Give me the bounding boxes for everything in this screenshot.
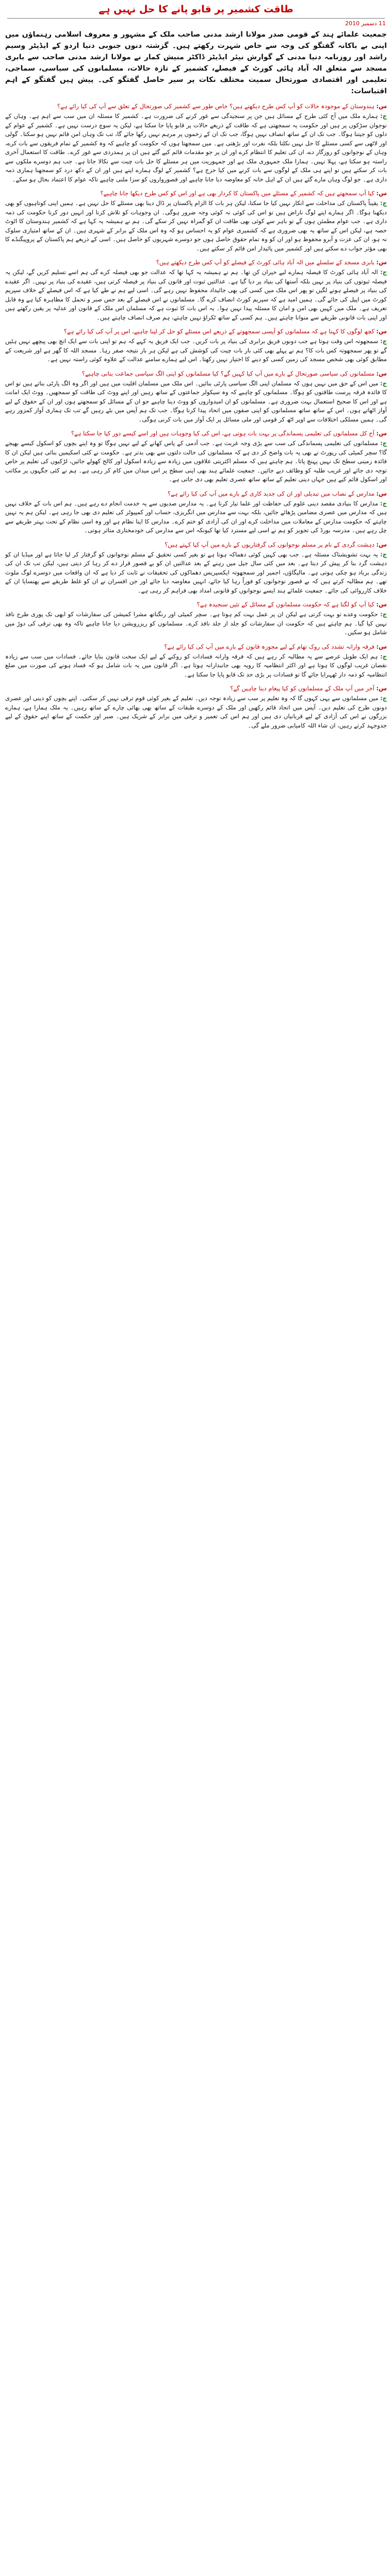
answer-text: میں مسلمانوں سے یہی کہوں گا کہ وہ تعلیم پر سب سے زیادہ توجہ دیں۔ تعلیم کے بغیر کوئی قوم ترقی نہیں کر سکتی۔ اپنے بچوں کو دینی اور عصری دونوں طرح کی تعلیم دیں۔ آپس میں اتحاد قائم رکھیں اور ملک کے دوسرے طبقات کے ساتھ بھی بھائی چارے کے ساتھ رہیں۔ یہ ملک ہمارا ہے، ہمارے بزرگوں نے اس کی آزادی کے لیے قربانیاں دی ہیں اور ہم اس کی تعمیر و ترقی میں برابر کے شریک ہیں۔ صبر اور حکمت کے ساتھ اپنے حقوق کے لیے جدوجہد کرتے رہیں، ان شاء اللہ کامیابی ضرور ملے گی۔ [5, 694, 387, 729]
question-text: کچھ لوگوں کا کہنا ہے کہ مسلمانوں کو آپسی سمجھوتے کے ذریعے اس مسئلے کو حل کر لینا چاہیے، اس پر آپ کی کیا رائے ہے؟ [63, 328, 374, 335]
interview-answer [5, 337, 387, 364]
answer-text: میں اس کے حق میں نہیں ہوں کہ مسلمان اپنی الگ سیاسی پارٹی بنائیں۔ اس ملک میں مسلمان اقلیت میں ہیں اور اگر وہ الگ پارٹی بناتے ہیں تو اس کا فائدہ فرقہ پرست طاقتوں کو ہوگا۔ مسلمانوں کو چاہیے کہ وہ سیکولر جماعتوں کے ساتھ رہیں اور اپنے ووٹ کی طاقت کو سمجھیں۔ ووٹ ایک امانت ہے اور اس کا صحیح استعمال بہت ضروری ہے۔ مسلمانوں کو ان امیدواروں کو ووٹ دینا چاہیے جو ان کے مسائل کو سمجھتے ہوں اور ان کے حقوق کے لیے آواز اٹھاتے ہوں۔ اس کے ساتھ ساتھ مسلمانوں کو اپنی صفوں میں اتحاد پیدا کرنا ہوگا۔ جب تک ہم آپس میں بٹے رہیں گے تب تک ہماری آواز کمزور رہے گی۔ ہمیں مسلکی اختلافات سے اوپر اٹھ کر قومی اور ملی مسائل پر ایک آواز میں بات کرنی ہوگی۔ [5, 379, 387, 423]
answer-marker: ج: [380, 112, 387, 120]
interview-qa-item [5, 540, 387, 596]
interview-question [5, 642, 387, 651]
answer-marker: ج: [380, 199, 387, 207]
interview-answer [5, 499, 387, 535]
question-marker: س: [376, 430, 387, 437]
interview-question [5, 684, 387, 693]
question-marker: س: [376, 540, 387, 548]
interview-question [5, 540, 387, 549]
answer-text: الہ آباد ہائی کورٹ کا فیصلہ ہمارے لیے حیران کن تھا۔ ہم نے ہمیشہ یہ کہا تھا کہ عدالت جو بھی فیصلہ کرے گی ہم اسے تسلیم کریں گے، لیکن یہ فیصلہ ثبوتوں کی بنیاد پر نہیں بلکہ آستھا کی بنیاد پر دیا گیا ہے۔ عدالتیں ثبوت اور قانون کی بنیاد پر فیصلہ کرتی ہیں، عقیدے کی بنیاد پر نہیں۔ اگر عقیدے کی بنیاد پر فیصلے ہونے لگیں تو پھر اس ملک میں کسی کی بھی جائیداد محفوظ نہیں رہے گی۔ اسی لیے ہم نے طے کیا ہے کہ اس فیصلے کے خلاف سپریم کورٹ میں اپیل کی جائے گی۔ ہمیں امید ہے کہ سپریم کورٹ انصاف کرے گا۔ مسلمانوں نے اس فیصلے کے بعد جس صبر و تحمل کا مظاہرہ کیا ہے وہ قابل تعریف ہے۔ ملک میں کہیں بھی امن و امان کا مسئلہ پیدا نہیں ہوا۔ یہ اس بات کا ثبوت ہے کہ مسلمان اس ملک کے قانون اور عدلیہ پر یقین رکھتے ہیں اور اپنی بات قانونی طریقے سے منوانا چاہتے ہیں۔ ہم کسی کے ساتھ ٹکراؤ نہیں چاہتے، ہم صرف انصاف چاہتے ہیں۔ [5, 268, 387, 321]
answer-marker: ج: [380, 652, 387, 660]
question-text: دہشت گردی کے نام پر مسلم نوجوانوں کی گرفتاریوں کے بارے میں آپ کیا کہتے ہیں؟ [165, 540, 374, 548]
article-date: 11 دسمبر 2010 [345, 20, 386, 27]
answer-text: مسلمانوں کی تعلیمی پسماندگی کی سب سے بڑی وجہ غربت ہے۔ جب آدمی کے پاس کھانے کے لیے نہیں ہوگا تو وہ اپنے بچوں کو اسکول کیسے بھیجے گا؟ سچر کمیٹی کی رپورٹ نے بھی یہ بات واضح کر دی ہے کہ مسلمانوں کی حالت دلتوں سے بھی بدتر ہے۔ حکومت نے کئی اسکیمیں بنائی ہیں لیکن ان کا فائدہ زمینی سطح تک نہیں پہنچ پاتا۔ ہم چاہتے ہیں کہ مسلم اکثریتی علاقوں میں زیادہ سے زیادہ اسکول اور کالج کھولے جائیں، لڑکیوں کی تعلیم پر خاص توجہ دی جائے اور غریب طلبہ کو وظائف دیے جائیں۔ جمعیت علمائے ہند بھی اپنی سطح پر اس میدان میں کام کر رہی ہے۔ ہم نے کئی جگہوں پر مکاتب اور اسکول قائم کیے ہیں جہاں دینی تعلیم کے ساتھ ساتھ عصری تعلیم بھی دی جاتی ہے۔ [5, 439, 387, 483]
interview-qa-item [5, 258, 387, 322]
question-text: فرقہ وارانہ تشدد کی روک تھام کے لیے مجوزہ قانون کے بارے میں آپ کی کیا رائے ہے؟ [164, 642, 374, 650]
interview-question [5, 600, 387, 609]
question-marker: س: [376, 489, 387, 497]
interview-question [5, 489, 387, 498]
answer-marker: ج: [380, 379, 387, 387]
answer-text: حکومت وعدے تو بہت کرتی ہے لیکن ان پر عمل بہت کم ہوتا ہے۔ سچر کمیٹی اور رنگناتھ مشرا کمیشن کی سفارشات کو ابھی تک پوری طرح نافذ نہیں کیا گیا۔ ہم چاہتے ہیں کہ حکومت ان سفارشات کو جلد از جلد نافذ کرے۔ مسلمانوں کو ریزرویشن دیا جانا چاہیے تاکہ وہ بھی ترقی کی دوڑ میں شامل ہو سکیں۔ [5, 611, 387, 636]
interview-question [5, 327, 387, 336]
answer-marker: ج: [380, 499, 387, 507]
question-marker: س: [376, 369, 387, 377]
question-text: کیا آپ سمجھتے ہیں کہ کشمیر کے مسئلے میں پاکستان کا کردار بھی ہے اور اس کو کس طرح دیکھا جانا چاہیے؟ [100, 190, 374, 197]
answer-text: سمجھوتہ اس وقت ہوتا ہے جب دونوں فریق برابری کی بنیاد پر بات کریں۔ جب ایک فریق یہ کہے کہ ہم تو اپنی بات سے ایک انچ بھی پیچھے نہیں ہٹیں گے تو پھر سمجھوتہ کس بات کا؟ ہم نے پہلے بھی کئی بار بات چیت کی کوشش کی ہے لیکن ہر بار نتیجہ صفر رہا۔ مسجد اللہ کا گھر ہے اور شریعت کے مطابق کوئی بھی شخص مسجد کی زمین کسی کو دینے کا اختیار نہیں رکھتا۔ اس لیے ہمارے سامنے عدالت کے علاوہ کوئی راستہ نہیں ہے۔ [5, 337, 387, 363]
article-intro: جمعیت علمائے ہند کے قومی صدر مولانا ارشد مدنی صاحب ملک کے مشہور و معروف اسلامی رہنماؤں میں اپنی بے باکانہ گفتگو کی وجہ سے خاص شہرت رکھتے ہیں۔ گزشتہ دنوں جنوبی دنیا اردو کے ایڈیٹر وسیم راشد اور روزنامہ دنیا مدنی کے گوارش نیئر ایڈیٹر ڈاکٹر منیش کمار نے مولانا ارشد مدنی صاحب سے بابری مسجد سے متعلق الہ آباد ہائی کورٹ کے فیصلے، کشمیر کے تازہ حالات، مسلمانوں کی سیاسی، سماجی، تعلیمی اور اقتصادی صورتحال سمیت مختلف نکات پر سیر حاصل گفتگو کی۔ پیش ہیں گفتگو کے اہم اقتباسات: [5, 30, 387, 95]
interview-qa-item [5, 429, 387, 484]
question-text: مسلمانوں کی سیاسی صورتحال کے بارے میں آپ کیا کہیں گے؟ کیا مسلمانوں کو اپنی الگ سیاسی جماعت بنانی چاہیے؟ [81, 369, 374, 377]
question-marker: س: [376, 685, 387, 692]
interview-question [5, 102, 387, 111]
interview-qa-item [5, 102, 387, 184]
interview-question [5, 429, 387, 438]
interview-question [5, 258, 387, 267]
answer-marker: ج: [380, 694, 387, 702]
answer-text: ہم ایک طویل عرصے سے یہ مطالبہ کر رہے ہیں کہ فرقہ وارانہ فسادات کو روکنے کے لیے ایک سخت قانون بنایا جائے۔ فسادات میں سب سے زیادہ نقصان غریب لوگوں کا ہوتا ہے اور اکثر انتظامیہ کا رویہ بھی جانبدارانہ ہوتا ہے۔ اگر قانون میں یہ بات شامل ہو کہ فساد ہونے کی صورت میں ضلع انتظامیہ کو ذمہ دار ٹھہرایا جائے گا تو فسادات پر بڑی حد تک قابو پایا جا سکتا ہے۔ [5, 652, 387, 678]
answer-marker: ج: [380, 439, 387, 447]
answer-marker: ج: [380, 268, 387, 276]
interview-question [5, 189, 387, 198]
interview-answer [5, 439, 387, 484]
interview-answer [5, 610, 387, 637]
title-divider [7, 18, 385, 19]
interview-answer [5, 652, 387, 680]
question-text: آخر میں آپ ملک کے مسلمانوں کو کیا پیغام دینا چاہیں گے؟ [230, 685, 374, 692]
answer-marker: ج: [380, 550, 387, 558]
interview-answer [5, 379, 387, 425]
interview-answer [5, 112, 387, 184]
interview-question [5, 369, 387, 378]
interview-qa-item [5, 327, 387, 364]
question-marker: س: [376, 190, 387, 197]
answer-text: مدارس کا بنیادی مقصد دینی علوم کی حفاظت اور علما تیار کرنا ہے۔ یہ مدارس صدیوں سے یہ خدمت انجام دے رہے ہیں۔ ہم اس بات کے خلاف نہیں ہیں کہ مدارس میں عصری مضامین پڑھائے جائیں، بلکہ بہت سے مدارس میں انگریزی، حساب اور کمپیوٹر کی تعلیم دی بھی جا رہی ہے۔ لیکن ہم یہ نہیں چاہتے کہ حکومت مدارس کے معاملات میں مداخلت کرے اور ان کی آزادی کو ختم کرے۔ مدارس کا اپنا نظام ہے اور وہ اسی نظام کے تحت بہتر طریقے سے چل رہے ہیں۔ مدرسہ بورڈ کی تجویز کو ہم نے اسی لیے مسترد کیا تھا کیونکہ اس سے مدارس کی خودمختاری متاثر ہوتی۔ [5, 499, 387, 534]
answer-text: یہ بہت تشویشناک مسئلہ ہے۔ جب بھی کہیں کوئی دھماکہ ہوتا ہے تو بغیر کسی تحقیق کے مسلم نوجوانوں کو گرفتار کر لیا جاتا ہے اور میڈیا ان کو دہشت گرد بنا کر پیش کر دیتا ہے۔ بعد میں کئی سال جیل میں رہنے کے بعد عدالتیں ان کو بے قصور قرار دے کر رہا کر دیتی ہیں، لیکن تب تک ان کی زندگی برباد ہو چکی ہوتی ہے۔ مالیگاؤں، اجمیر اور سمجھوتہ ایکسپریس دھماکوں کی تحقیقات نے ثابت کر دیا ہے کہ ان واقعات میں دوسرے لوگ ملوث تھے۔ ہم مطالبہ کرتے ہیں کہ بے قصور نوجوانوں کو فوراً رہا کیا جائے، انہیں معاوضہ دیا جائے اور جن افسران نے ان کو غلط طریقے سے پھنسایا ان کے خلاف کارروائی کی جائے۔ جمعیت علمائے ہند ایسے نوجوانوں کو قانونی امداد بھی فراہم کر رہی ہے۔ [5, 550, 387, 594]
interview-answer [5, 268, 387, 322]
answer-text: ہمارے ملک میں آج کئی طرح کے مسائل ہیں جن پر سنجیدگی سے غور کرنے کی ضرورت ہے۔ کشمیر کا مسئلہ ان میں سب سے اہم ہے۔ وہاں کے نوجوان سڑکوں پر ہیں اور حکومت یہ سمجھتی ہے کہ طاقت کے ذریعے حالات پر قابو پایا جا سکتا ہے، لیکن یہ سوچ درست نہیں ہے۔ کشمیر کے عوام کے دلوں کو جیتنا ہوگا۔ جب تک ان کے ساتھ انصاف نہیں ہوگا، جب تک ان کے زخموں پر مرہم نہیں رکھا جائے گا، تب تک وہاں امن قائم نہیں ہو سکتا۔ گولی اور لاٹھی سے کسی مسئلے کا حل نہیں نکلتا بلکہ نفرت اور بڑھتی ہے۔ میں سمجھتا ہوں کہ حکومت کو چاہیے کہ وہ کشمیر کے تمام فریقوں سے بات کرے، وہاں کے نوجوانوں کو روزگار دے، ان کی تعلیم کا انتظام کرے اور ان پر جو مقدمات قائم کیے گئے ہیں ان پر ہمدردی سے غور کرے۔ طاقت کا استعمال آخری راستہ ہو سکتا ہے، پہلا نہیں۔ ہمارا ملک جمہوری ملک ہے اور جمہوریت میں ہر مسئلے کا حل بات چیت سے نکالا جاتا ہے۔ جب ہم دوسرے ملکوں سے بات کر سکتے ہیں تو اپنے ہی ملک کے لوگوں سے بات کرنے میں کیا حرج ہے؟ کشمیر کے لوگ ہمارے اپنے ہیں اور ان کے دکھ درد کو سمجھنا ہماری ذمہ داری ہے۔ جو لوگ وہاں مارے گئے ہیں ان کے اہل خانہ کو معاوضہ دیا جانا چاہیے اور قصورواروں کو سزا ملنی چاہیے تاکہ عوام کا اعتماد بحال ہو سکے۔ [5, 112, 387, 183]
interview-qa-item [5, 489, 387, 535]
question-marker: س: [376, 259, 387, 266]
question-text: ہندوستان کے موجودہ حالات کو آپ کس طرح دیکھتے ہیں؟ خاص طور سے کشمیر کی صورتحال کے تعلق سے آپ کی کیا رائے ہے؟ [57, 103, 374, 110]
interview-qa-item [5, 642, 387, 680]
interview-answer [5, 694, 387, 730]
answer-text: یقیناً پاکستان کی مداخلت سے انکار نہیں کیا جا سکتا، لیکن ہر بات کا الزام پاکستان پر ڈال دینا بھی مسئلے کا حل نہیں ہے۔ ہمیں اپنی کوتاہیوں کو بھی دیکھنا ہوگا۔ اگر ہمارے اپنے لوگ ناراض ہیں تو اس کی کوئی نہ کوئی وجہ ضرور ہوگی۔ ان وجوہات کو تلاش کرنا اور انہیں دور کرنا حکومت کی ذمہ داری ہے۔ جب عوام مطمئن ہوں گے تو باہر سے کوئی بھی طاقت ان کو گمراہ نہیں کر سکے گی۔ ہم نے ہمیشہ یہ کہا ہے کہ کشمیر ہندوستان کا اٹوٹ حصہ ہے، لیکن اس کے ساتھ یہ بھی ضروری ہے کہ کشمیری عوام کو یہ احساس ہو کہ وہ اس ملک کے برابر کے شہری ہیں۔ ان کے ساتھ امتیازی سلوک نہ ہو، ان کی عزت و آبرو محفوظ ہو اور ان کو وہ تمام حقوق حاصل ہوں جو دوسرے شہریوں کو حاصل ہیں۔ اسی کے ذریعے ہم پاکستان کے پروپیگنڈے کا بھی مؤثر جواب دے سکتے ہیں اور کشمیر میں پائیدار امن قائم کر سکتے ہیں۔ [5, 199, 387, 252]
question-marker: س: [376, 642, 387, 650]
article-title: طاقت کشمیر پر قابو پانے کا حل نہیں ہے [99, 4, 293, 15]
interview-answer [5, 550, 387, 596]
question-text: بابری مسجد کے سلسلے میں الہ آباد ہائی کورٹ کے فیصلے کو آپ کس طرح دیکھتے ہیں؟ [156, 259, 374, 266]
answer-marker: ج: [380, 611, 387, 618]
question-marker: س: [376, 103, 387, 110]
interview-qa-item [5, 600, 387, 637]
interview-answer [5, 199, 387, 253]
interview-qa-item [5, 369, 387, 425]
interview-qa-list [5, 102, 387, 730]
question-text: کیا آپ کو لگتا ہے کہ حکومت مسلمانوں کے مسائل کے تئیں سنجیدہ ہے؟ [197, 601, 374, 608]
interview-qa-item [5, 684, 387, 730]
interview-qa-item [5, 189, 387, 253]
question-marker: س: [376, 601, 387, 608]
question-text: مدارس کے نصاب میں تبدیلی اور ان کی جدید کاری کے بارے میں آپ کی کیا رائے ہے؟ [168, 489, 374, 497]
question-marker: س: [376, 328, 387, 335]
answer-marker: ج: [380, 337, 387, 345]
question-text: آج کل مسلمانوں کی تعلیمی پسماندگی پر بہت بات ہوتی ہے، اس کی کیا وجوہات ہیں اور اسے کیسے دور کیا جا سکتا ہے؟ [71, 430, 374, 437]
